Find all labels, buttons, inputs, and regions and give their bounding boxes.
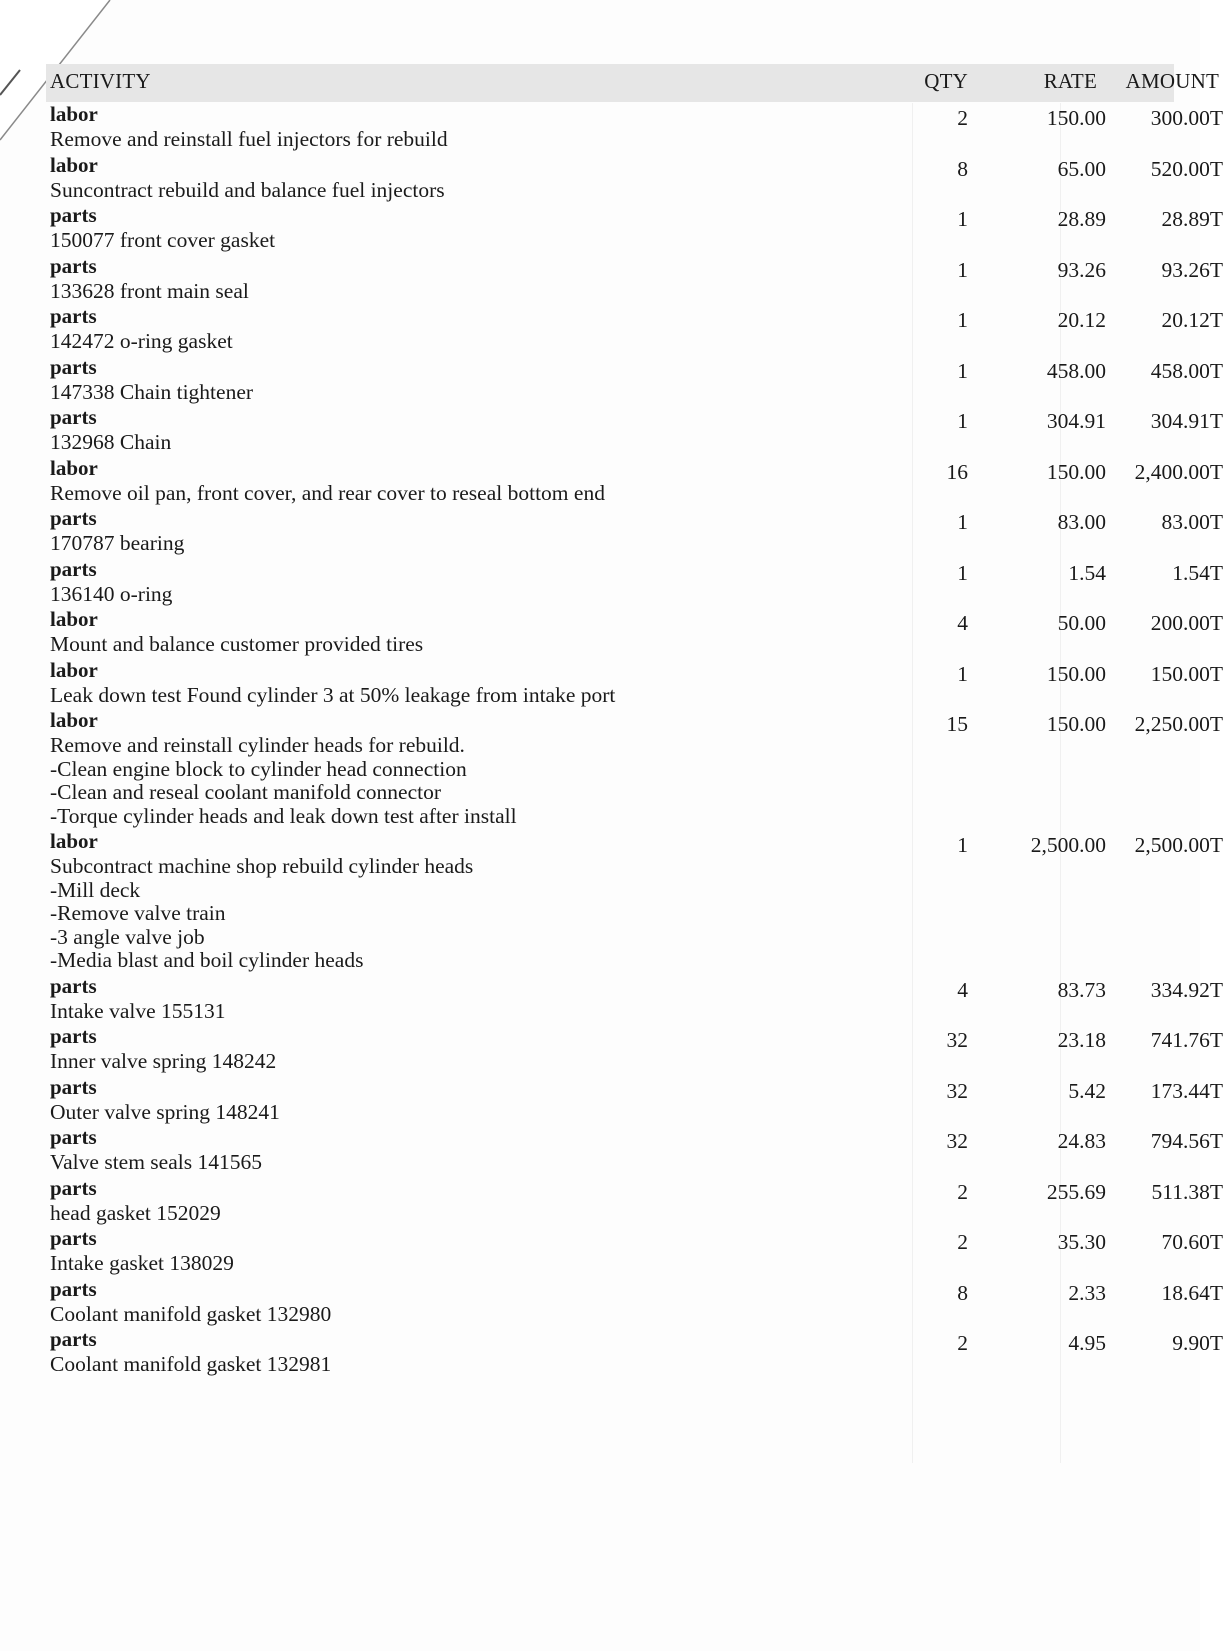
item-rate: 150.00 (1046, 459, 1106, 484)
table-header (46, 64, 1219, 102)
item-amount: 200.00T (1150, 611, 1223, 635)
header-qty: QTY (924, 69, 968, 93)
item-qty: 1 (957, 833, 968, 857)
item-qty: 15 (946, 712, 968, 736)
item-qty: 2 (957, 1179, 968, 1204)
item-description: head gasket 152029 (50, 1200, 221, 1225)
item-qty: 1 (957, 358, 968, 383)
item-amount: 18.64T (1161, 1280, 1223, 1305)
item-type: parts (50, 304, 97, 328)
line-item-row (50, 1024, 1223, 1074)
line-item-row (50, 1226, 1223, 1276)
item-type: labor (50, 152, 98, 177)
item-qty: 8 (957, 1280, 968, 1305)
item-amount: 304.91T (1150, 409, 1223, 433)
item-rate: 150.00 (1046, 661, 1106, 686)
line-item-row (50, 607, 1223, 657)
item-description: Remove and reinstall cylinder heads for rebuild. -Clean engine block to cylinder head connection -Clean and reseal coolant manifold connector -Torque cylinder heads and leak down test after install (50, 733, 517, 828)
item-type: parts (50, 556, 97, 581)
item-qty: 2 (957, 106, 968, 130)
item-amount: 511.38T (1151, 1179, 1223, 1204)
item-amount: 741.76T (1150, 1028, 1223, 1052)
item-qty: 1 (957, 257, 968, 282)
item-qty: 1 (957, 207, 968, 231)
item-type: parts (50, 506, 97, 530)
item-rate: 23.18 (1057, 1028, 1106, 1052)
item-amount: 93.26T (1161, 257, 1223, 282)
item-rate: 5.42 (1068, 1078, 1106, 1103)
item-description: Remove oil pan, front cover, and rear cover to reseal bottom end (50, 480, 605, 505)
item-description: 170787 bearing (50, 531, 185, 555)
item-description: Valve stem seals 141565 (50, 1150, 262, 1174)
item-rate: 83.73 (1057, 977, 1106, 1002)
item-type: parts (50, 253, 97, 278)
item-type: parts (50, 1125, 97, 1149)
item-amount: 458.00T (1150, 358, 1223, 383)
item-description: Leak down test Found cylinder 3 at 50% leakage from intake port (50, 682, 616, 707)
item-rate: 35.30 (1057, 1230, 1106, 1254)
header-amount: AMOUNT (1125, 69, 1219, 93)
item-description: 147338 Chain tightener (50, 379, 254, 404)
item-rate: 150.00 (1046, 712, 1106, 736)
item-rate: 304.91 (1046, 409, 1106, 433)
item-amount: 300.00T (1150, 106, 1223, 130)
item-description: Intake gasket 138029 (50, 1251, 234, 1275)
item-description: Subcontract machine shop rebuild cylinder heads -Mill deck -Remove valve train -3 angle valve job -Media blast and boil cylinder heads (50, 854, 474, 972)
item-rate: 2.33 (1068, 1280, 1106, 1305)
item-description: Coolant manifold gasket 132981 (50, 1352, 332, 1376)
item-description: 142472 o-ring gasket (50, 329, 233, 353)
item-type: parts (50, 1327, 97, 1351)
item-type: parts (50, 354, 97, 379)
item-description: Remove and reinstall fuel injectors for rebuild (50, 127, 448, 151)
item-amount: 2,400.00T (1134, 459, 1223, 484)
item-qty: 1 (957, 510, 968, 534)
item-qty: 32 (946, 1078, 968, 1103)
line-item-row (50, 102, 1223, 152)
item-type: parts (50, 405, 97, 429)
item-qty: 2 (957, 1331, 968, 1355)
item-rate: 83.00 (1057, 510, 1106, 534)
item-type: parts (50, 1276, 97, 1301)
item-description: Coolant manifold gasket 132980 (50, 1301, 332, 1326)
item-qty: 1 (957, 409, 968, 433)
line-item-row (50, 304, 1223, 354)
item-description: 150077 front cover gasket (50, 228, 276, 252)
item-description: 136140 o-ring (50, 581, 173, 606)
item-qty: 4 (957, 611, 968, 635)
item-amount: 334.92T (1150, 977, 1223, 1002)
line-item-row (50, 152, 1223, 203)
line-item-row (50, 829, 1223, 973)
item-rate: 50.00 (1057, 611, 1106, 635)
item-type: labor (50, 829, 98, 853)
item-qty: 1 (957, 661, 968, 686)
item-qty: 2 (957, 1230, 968, 1254)
item-description: Suncontract rebuild and balance fuel injectors (50, 177, 445, 202)
item-amount: 9.90T (1172, 1331, 1223, 1355)
item-type: labor (50, 657, 98, 682)
line-item-row (50, 1276, 1223, 1327)
item-amount: 83.00T (1161, 510, 1223, 534)
item-description: 132968 Chain (50, 430, 172, 454)
line-item-row (50, 973, 1223, 1024)
item-type: labor (50, 708, 98, 732)
line-item-row (50, 455, 1223, 506)
item-qty: 32 (946, 1129, 968, 1153)
line-item-row (50, 556, 1223, 607)
item-rate: 255.69 (1046, 1179, 1106, 1204)
item-type: parts (50, 973, 97, 998)
item-qty: 8 (957, 156, 968, 181)
item-qty: 16 (946, 459, 968, 484)
line-item-row (50, 657, 1223, 708)
item-amount: 20.12T (1161, 308, 1223, 332)
line-item-row (50, 1125, 1223, 1175)
line-item-row (50, 354, 1223, 405)
item-description: 133628 front main seal (50, 278, 249, 303)
item-rate: 150.00 (1046, 106, 1106, 130)
item-rate: 458.00 (1046, 358, 1106, 383)
item-amount: 2,250.00T (1134, 712, 1223, 736)
item-type: parts (50, 1175, 97, 1200)
line-item-row (50, 1074, 1223, 1125)
item-rate: 1.54 (1068, 560, 1106, 585)
item-rate: 93.26 (1057, 257, 1106, 282)
line-item-row (50, 708, 1223, 828)
item-rate: 4.95 (1068, 1331, 1106, 1355)
line-item-row (50, 1327, 1223, 1377)
line-item-row (50, 253, 1223, 304)
item-rate: 24.83 (1057, 1129, 1106, 1153)
item-type: labor (50, 607, 98, 631)
item-description: Intake valve 155131 (50, 998, 226, 1023)
item-qty: 1 (957, 308, 968, 332)
item-amount: 520.00T (1150, 156, 1223, 181)
item-rate: 28.89 (1057, 207, 1106, 231)
item-type: labor (50, 102, 98, 126)
line-item-row (50, 203, 1223, 253)
item-qty: 4 (957, 977, 968, 1002)
header-rate: RATE (1043, 69, 1097, 93)
header-activity: ACTIVITY (50, 69, 151, 93)
item-description: Mount and balance customer provided tires (50, 632, 424, 656)
item-amount: 794.56T (1150, 1129, 1223, 1153)
item-amount: 2,500.00T (1134, 833, 1223, 857)
line-item-row (50, 506, 1223, 556)
item-rate: 2,500.00 (1030, 833, 1106, 857)
item-qty: 32 (946, 1028, 968, 1052)
item-type: labor (50, 455, 98, 480)
item-type: parts (50, 1074, 97, 1099)
item-rate: 65.00 (1057, 156, 1106, 181)
line-items (50, 102, 1223, 1379)
item-amount: 1.54T (1172, 560, 1223, 585)
item-rate: 20.12 (1057, 308, 1106, 332)
item-type: parts (50, 203, 97, 227)
line-item-row (50, 405, 1223, 455)
item-type: parts (50, 1024, 97, 1048)
item-amount: 173.44T (1150, 1078, 1223, 1103)
item-description: Outer valve spring 148241 (50, 1099, 280, 1124)
item-qty: 1 (957, 560, 968, 585)
item-amount: 28.89T (1161, 207, 1223, 231)
item-amount: 70.60T (1161, 1230, 1223, 1254)
line-item-row (50, 1175, 1223, 1226)
item-type: parts (50, 1226, 97, 1250)
item-description: Inner valve spring 148242 (50, 1049, 277, 1073)
item-amount: 150.00T (1150, 661, 1223, 686)
